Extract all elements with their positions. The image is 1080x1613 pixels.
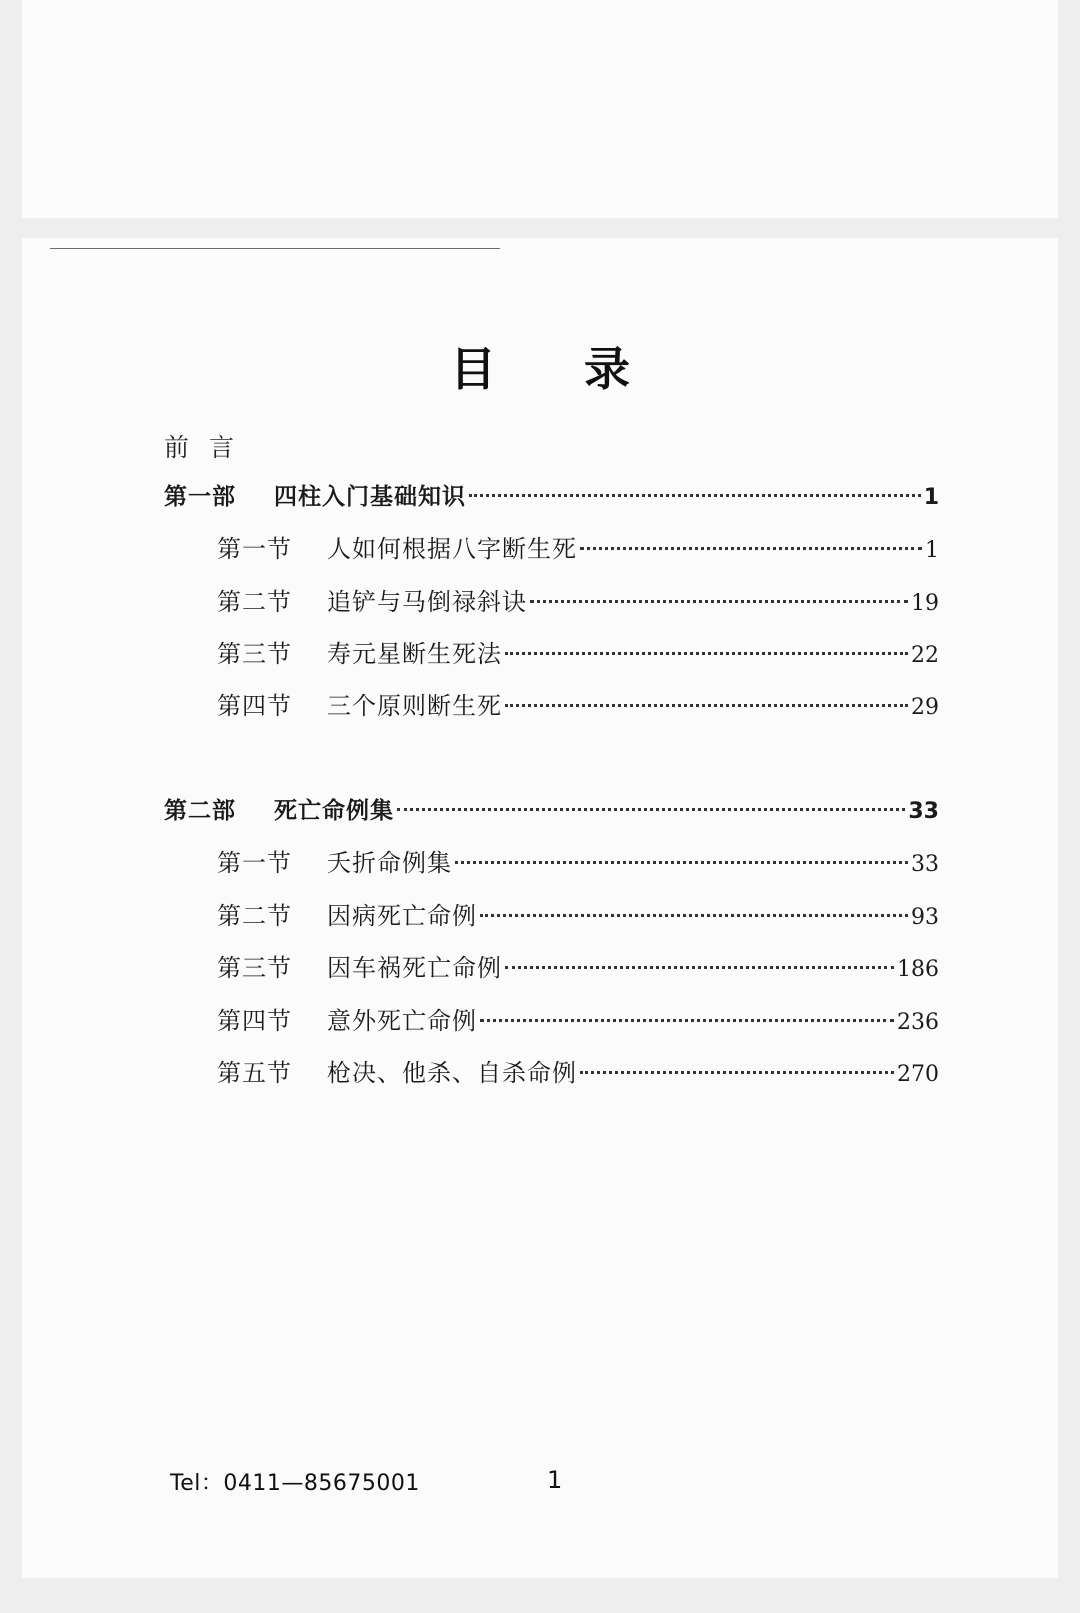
toc-leader [580,1071,894,1074]
toc-page-number: 270 [897,1062,939,1087]
document-page [22,238,1058,1578]
toc-section-label: 第五节 [217,1059,292,1087]
top-rule [50,248,500,249]
toc-section-title: 枪决、他杀、自杀命例 [327,1059,577,1087]
toc-section [217,532,939,566]
toc-page-number: 33 [911,852,939,877]
toc-page-number: 236 [897,1010,939,1035]
toc-section [217,1004,939,1038]
toc-section-title: 追铲与马倒禄斜诀 [327,588,527,616]
toc-section-label: 第一节 [217,535,292,563]
toc-section-label: 第三节 [217,640,292,668]
toc-leader [505,966,894,969]
previous-page-fragment [22,0,1058,218]
toc-section-title: 意外死亡命例 [327,1007,477,1035]
toc-part-title: 死亡命例集 [274,798,394,824]
toc-leader [505,652,908,655]
toc-section [217,951,939,985]
toc-section-label: 第二节 [217,902,292,930]
toc-page-number: 29 [911,695,939,720]
toc-leader [397,808,905,811]
toc-page-number: 19 [911,591,939,616]
toc-part-1 [164,480,939,514]
toc-section [217,899,939,933]
toc-page-number: 33 [908,799,939,824]
page-title: 目 录 [449,342,666,396]
toc-page-number: 22 [911,643,939,668]
toc-section-label: 第四节 [217,692,292,720]
toc-leader [480,914,908,917]
toc-leader [455,861,908,864]
toc-section-title: 因病死亡命例 [327,902,477,930]
toc-leader [505,704,908,707]
toc-page-number: 186 [897,957,939,982]
toc-part-label: 第二部 [164,798,236,824]
toc-section-label: 第四节 [217,1007,292,1035]
toc-section [217,846,939,880]
toc-part-label: 第一部 [164,484,236,510]
toc-part-title: 四柱入门基础知识 [274,484,466,510]
toc-page-number: 93 [911,905,939,930]
toc-section-label: 第一节 [217,849,292,877]
toc-leader [530,600,908,603]
toc-section-title: 三个原则断生死 [327,692,502,720]
footer-page-number: 1 [547,1466,563,1494]
toc-section [217,689,939,723]
footer-telephone: Tel：0411—85675001 [170,1471,420,1496]
toc-page-number: 1 [925,538,939,563]
toc-leader [580,547,922,550]
toc-section-label: 第二节 [217,588,292,616]
toc-section-title: 夭折命例集 [327,849,452,877]
toc-leader [480,1019,894,1022]
toc-section-title: 人如何根据八字断生死 [327,535,577,563]
toc-section [217,1056,939,1090]
toc-section-title: 因车祸死亡命例 [327,954,502,982]
toc-page-number: 1 [923,485,939,510]
toc-section [217,637,939,671]
toc-part-2 [164,794,939,828]
toc-leader [469,494,921,497]
toc-preface: 前言 [164,433,255,462]
toc-section-title: 寿元星断生死法 [327,640,502,668]
toc-section [217,585,939,619]
toc-section-label: 第三节 [217,954,292,982]
